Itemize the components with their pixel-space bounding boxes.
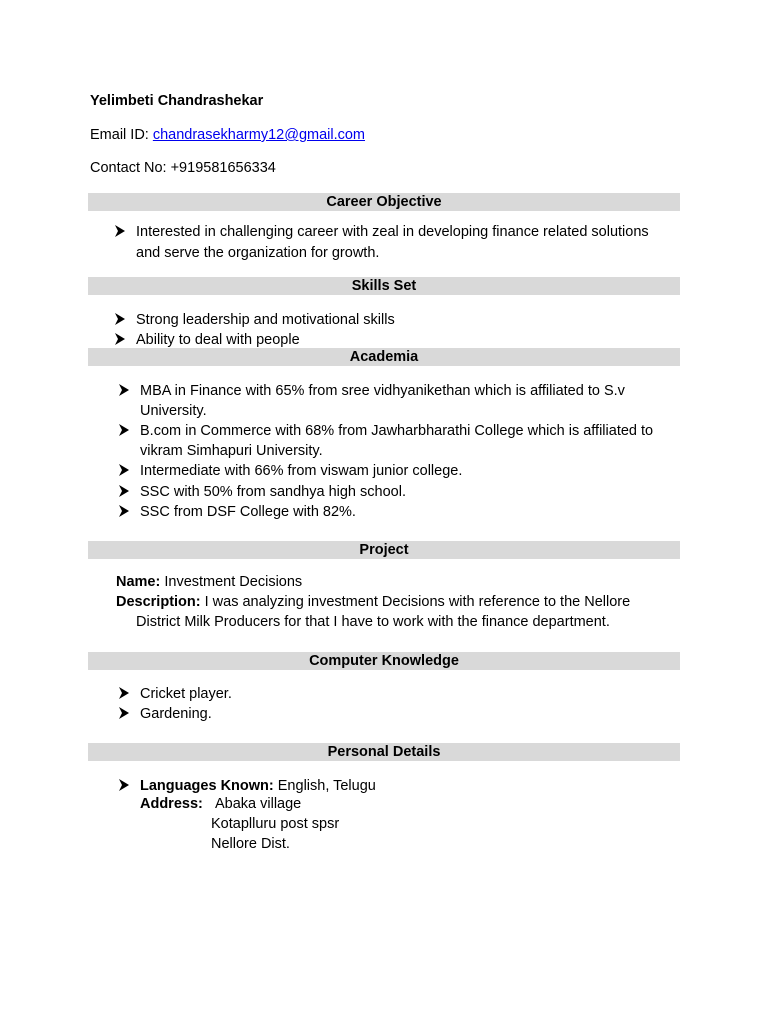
languages-line bbox=[140, 776, 376, 796]
list-item-text: and serve the organization for growth. bbox=[136, 245, 380, 261]
languages-value: English, Telugu bbox=[273, 778, 376, 794]
section-header-academia: Academia bbox=[88, 348, 680, 366]
arrow-bullet-icon bbox=[114, 333, 128, 347]
arrow-bullet-icon bbox=[118, 485, 132, 499]
email-line bbox=[90, 127, 365, 143]
arrow-bullet-icon bbox=[114, 313, 128, 327]
list-item-text: Intermediate with 66% from viswam junior college. bbox=[140, 463, 463, 479]
contact-line: Contact No: +919581656334 bbox=[90, 160, 276, 176]
list-item-text: MBA in Finance with 65% from sree vidhyanikethan which is affiliated to S.v bbox=[140, 383, 625, 399]
section-header-skills: Skills Set bbox=[88, 277, 680, 295]
list-item-text: vikram Simhapuri University. bbox=[140, 443, 323, 459]
project-name-label: Name: bbox=[116, 574, 161, 590]
candidate-name: Yelimbeti Chandrashekar bbox=[90, 93, 264, 109]
list-item-text: SSC with 50% from sandhya high school. bbox=[140, 484, 406, 500]
address-line: Nellore Dist. bbox=[211, 836, 290, 852]
email-label: Email ID: bbox=[90, 127, 153, 143]
arrow-bullet-icon bbox=[118, 707, 132, 721]
address-label: Address: bbox=[140, 796, 203, 812]
section-header-career-objective: Career Objective bbox=[88, 193, 680, 211]
list-item-text: B.com in Commerce with 68% from Jawharbharathi College which is affiliated to bbox=[140, 423, 654, 439]
list-item-text: Strong leadership and motivational skills bbox=[136, 312, 395, 328]
project-name-value: Investment Decisions bbox=[160, 574, 303, 590]
arrow-bullet-icon bbox=[118, 505, 132, 519]
arrow-bullet-icon bbox=[118, 779, 132, 793]
list-item-text: Interested in challenging career with zeal in developing finance related solutions bbox=[136, 224, 649, 240]
arrow-bullet-icon bbox=[118, 687, 132, 701]
email-link[interactable]: chandrasekharmy12@gmail.com bbox=[152, 127, 366, 143]
arrow-bullet-icon bbox=[118, 384, 132, 398]
address-line: Kotaplluru post spsr bbox=[211, 816, 340, 832]
list-item-text: Cricket player. bbox=[140, 686, 232, 702]
arrow-bullet-icon bbox=[118, 424, 132, 438]
section-header-project: Project bbox=[88, 541, 680, 559]
list-item-text: SSC from DSF College with 82%. bbox=[140, 504, 356, 520]
project-description-continued: District Milk Producers for that I have to work with the finance department. bbox=[136, 614, 610, 630]
arrow-bullet-icon bbox=[114, 225, 128, 239]
project-description-text: I was analyzing investment Decisions with reference to the Nellore bbox=[200, 594, 631, 610]
languages-label: Languages Known: bbox=[140, 778, 274, 794]
list-item-text: Gardening. bbox=[140, 706, 212, 722]
project-name bbox=[116, 574, 302, 590]
list-item-text: Ability to deal with people bbox=[136, 332, 300, 348]
arrow-bullet-icon bbox=[118, 464, 132, 478]
section-header-computer-knowledge: Computer Knowledge bbox=[88, 652, 680, 670]
project-description bbox=[116, 594, 630, 610]
list-item-text: University. bbox=[140, 403, 207, 419]
project-description-label: Description: bbox=[116, 594, 201, 610]
section-header-personal-details: Personal Details bbox=[88, 743, 680, 761]
address-line: Abaka village bbox=[215, 796, 302, 812]
